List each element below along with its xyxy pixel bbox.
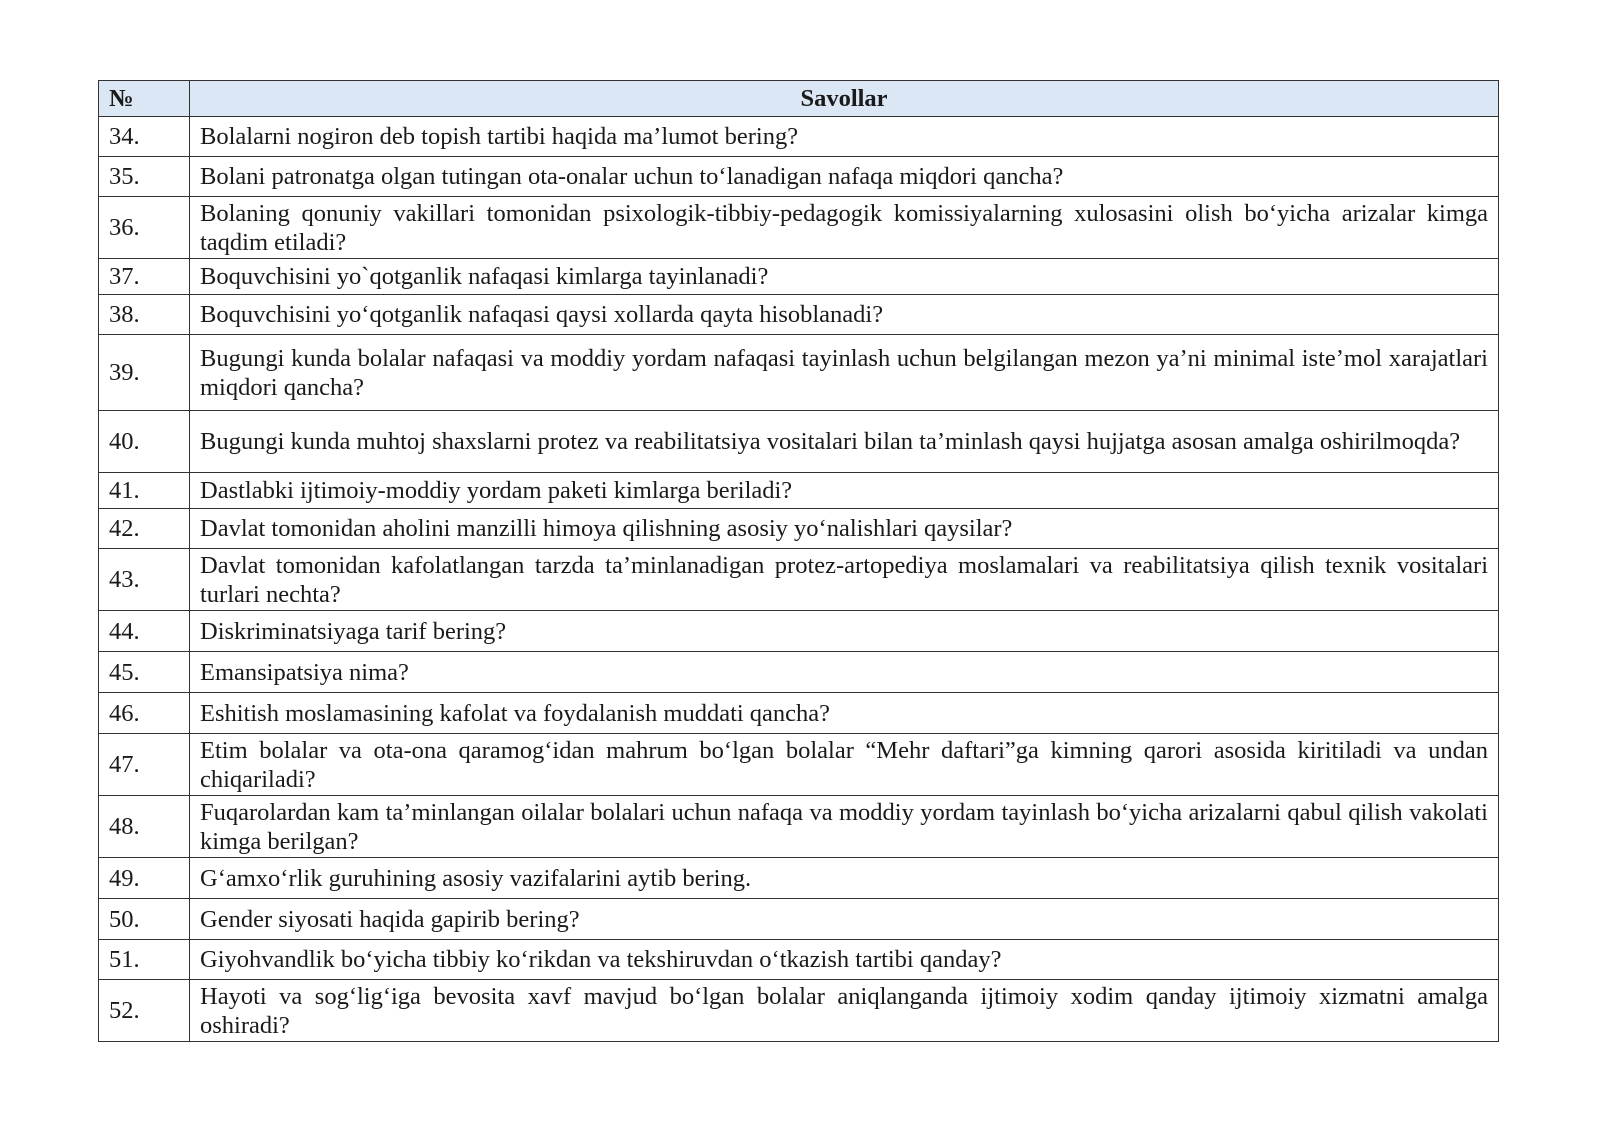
question-number: 46.: [99, 693, 190, 734]
question-number: 35.: [99, 157, 190, 197]
questions-column-header: Savollar: [190, 81, 1499, 117]
table-row: [99, 858, 1499, 899]
question-number: 48.: [99, 796, 190, 858]
question-text: Dastlabki ijtimoiy-moddiy yordam paketi kimlarga beriladi?: [190, 473, 1499, 509]
question-number: 37.: [99, 259, 190, 295]
question-number: 49.: [99, 858, 190, 899]
table-row: [99, 899, 1499, 940]
question-text: Bolalarni nogiron deb topish tartibi haqida ma’lumot bering?: [190, 117, 1499, 157]
table-row: [99, 411, 1499, 473]
question-text: Boquvchisini yo`qotganlik nafaqasi kimlarga tayinlanadi?: [190, 259, 1499, 295]
number-column-header: №: [99, 81, 190, 117]
table-row: [99, 549, 1499, 611]
table-row: [99, 259, 1499, 295]
table-row: [99, 295, 1499, 335]
question-text: Giyohvandlik bo‘yicha tibbiy ko‘rikdan va tekshiruvdan o‘tkazish tartibi qanday?: [190, 940, 1499, 980]
table-row: [99, 940, 1499, 980]
table-row: [99, 197, 1499, 259]
question-text: Eshitish moslamasining kafolat va foydalanish muddati qancha?: [190, 693, 1499, 734]
question-number: 41.: [99, 473, 190, 509]
questions-table: [98, 80, 1499, 1042]
table-row: [99, 980, 1499, 1042]
question-text: Bolaning qonuniy vakillari tomonidan psixologik-tibbiy-pedagogik komissiyalarning xulosasini olish bo‘yicha arizalar kimga taqdim etiladi?: [190, 197, 1499, 259]
table-row: [99, 157, 1499, 197]
question-number: 40.: [99, 411, 190, 473]
table-row: [99, 335, 1499, 411]
question-number: 43.: [99, 549, 190, 611]
question-text: Etim bolalar va ota-ona qaramog‘idan mahrum bo‘lgan bolalar “Mehr daftari”ga kimning qarori asosida kiritiladi va undan chiqariladi?: [190, 734, 1499, 796]
question-number: 45.: [99, 652, 190, 693]
table-header-row: [99, 81, 1499, 117]
table-row: [99, 117, 1499, 157]
question-number: 42.: [99, 509, 190, 549]
question-text: Davlat tomonidan kafolatlangan tarzda ta’minlanadigan protez-artopediya moslamalari va reabilitatsiya qilish texnik vositalari turlari nechta?: [190, 549, 1499, 611]
question-text: Hayoti va sog‘lig‘iga bevosita xavf mavjud bo‘lgan bolalar aniqlanganda ijtimoiy xodim qanday ijtimoiy xizmatni amalga oshiradi?: [190, 980, 1499, 1042]
question-number: 52.: [99, 980, 190, 1042]
question-text: Fuqarolardan kam ta’minlangan oilalar bolalari uchun nafaqa va moddiy yordam tayinlash bo‘yicha arizalarni qabul qilish vakolati kimga berilgan?: [190, 796, 1499, 858]
table-row: [99, 734, 1499, 796]
question-text: Davlat tomonidan aholini manzilli himoya qilishning asosiy yo‘nalishlari qaysilar?: [190, 509, 1499, 549]
question-number: 39.: [99, 335, 190, 411]
table-row: [99, 693, 1499, 734]
question-text: Bugungi kunda muhtoj shaxslarni protez va reabilitatsiya vositalari bilan ta’minlash qaysi hujjatga asosan amalga oshirilmoqda?: [190, 411, 1499, 473]
question-number: 44.: [99, 611, 190, 652]
question-number: 38.: [99, 295, 190, 335]
question-text: G‘amxo‘rlik guruhining asosiy vazifalarini aytib bering.: [190, 858, 1499, 899]
question-text: Bugungi kunda bolalar nafaqasi va moddiy yordam nafaqasi tayinlash uchun belgilangan mezon ya’ni minimal iste’mol xarajatlari miqdori qancha?: [190, 335, 1499, 411]
question-text: Emansipatsiya nima?: [190, 652, 1499, 693]
table-row: [99, 473, 1499, 509]
question-number: 50.: [99, 899, 190, 940]
table-row: [99, 652, 1499, 693]
question-text: Bolani patronatga olgan tutingan ota-onalar uchun to‘lanadigan nafaqa miqdori qancha?: [190, 157, 1499, 197]
question-text: Diskriminatsiyaga tarif bering?: [190, 611, 1499, 652]
question-text: Boquvchisini yo‘qotganlik nafaqasi qaysi xollarda qayta hisoblanadi?: [190, 295, 1499, 335]
table-row: [99, 796, 1499, 858]
question-number: 36.: [99, 197, 190, 259]
question-text: Gender siyosati haqida gapirib bering?: [190, 899, 1499, 940]
question-number: 34.: [99, 117, 190, 157]
table-row: [99, 509, 1499, 549]
question-number: 51.: [99, 940, 190, 980]
question-number: 47.: [99, 734, 190, 796]
table-row: [99, 611, 1499, 652]
